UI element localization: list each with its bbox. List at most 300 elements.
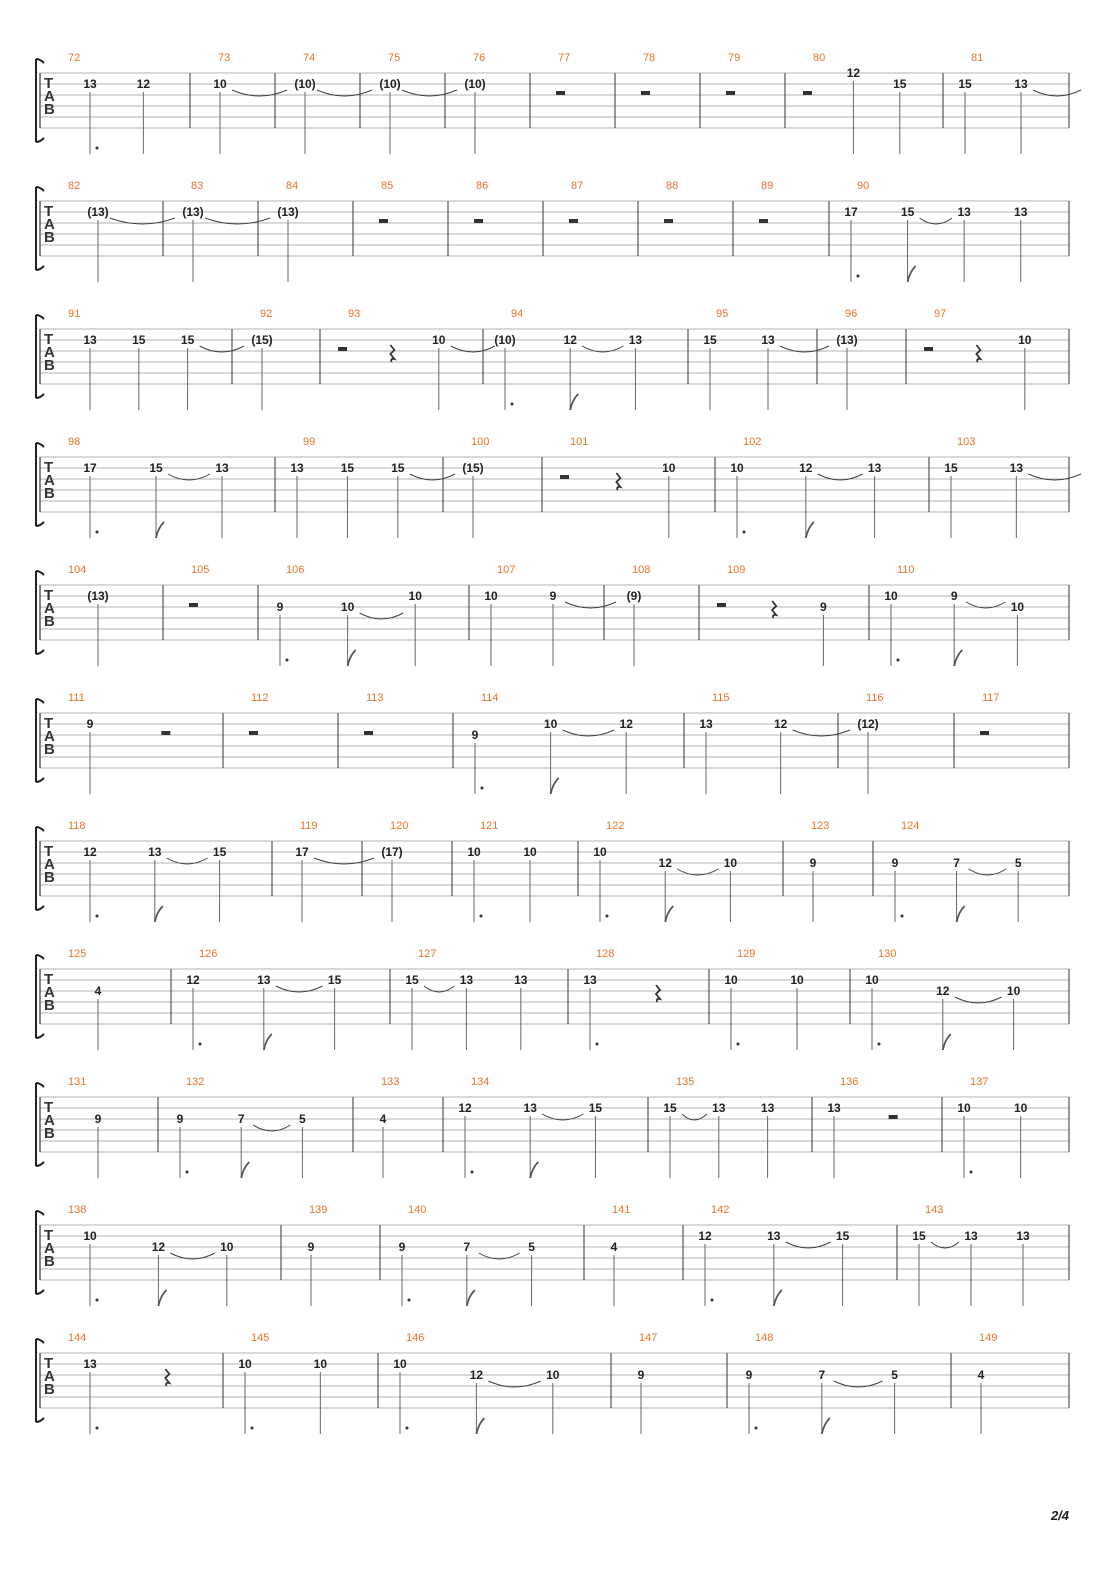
fret-number: 9: [637, 1368, 645, 1382]
measure: [730, 436, 881, 538]
augmentation-dot: [96, 1299, 99, 1302]
eighth-flag: [467, 1290, 475, 1306]
tab-clef-letter: A: [44, 1368, 55, 1385]
measure-number: 78: [643, 52, 656, 64]
fret-number: 10: [546, 1368, 560, 1382]
tab-clef-letter: A: [44, 1112, 55, 1129]
measure: [277, 564, 423, 666]
fret-number: 13: [290, 461, 304, 475]
augmentation-dot: [480, 915, 483, 918]
measure: [583, 948, 660, 1050]
measure-number: 147: [639, 1332, 658, 1344]
fret-number: 15: [327, 973, 342, 987]
fret-number: 10: [1006, 984, 1021, 998]
measure-number: 132: [186, 1076, 205, 1088]
measure: [698, 1204, 849, 1306]
measure-number: 88: [666, 180, 679, 192]
measure: [827, 1076, 897, 1178]
measure-number: 116: [866, 692, 884, 704]
measure-number: 95: [716, 308, 729, 320]
measure-number: 103: [957, 436, 976, 448]
eighth-flag: [155, 906, 163, 922]
fret-number: 12: [658, 856, 672, 870]
tab-system: [36, 1076, 1069, 1178]
fret-number: 9: [820, 600, 827, 614]
augmentation-dot: [711, 1299, 714, 1302]
tab-clef-letter: B: [44, 1381, 55, 1398]
fret-number: 7: [953, 856, 960, 870]
measure-number: 133: [381, 1076, 400, 1088]
eighth-flag: [954, 650, 962, 666]
measure: [892, 820, 1022, 922]
measure: [189, 564, 209, 607]
fret-number: 13: [215, 461, 229, 475]
augmentation-dot: [743, 531, 746, 534]
fret-number: 7: [237, 1112, 245, 1126]
tab-system: [36, 1204, 1069, 1306]
eighth-flag: [957, 906, 965, 922]
half-rest: [364, 731, 373, 735]
measure: [186, 948, 341, 1050]
tab-clef-letter: B: [44, 485, 55, 502]
fret-number: (9): [626, 589, 642, 603]
fret-number: 5: [299, 1112, 306, 1126]
eighth-flag: [530, 1162, 538, 1178]
augmentation-dot: [897, 659, 900, 662]
measure-number: 140: [408, 1204, 427, 1216]
fret-number: 13: [1014, 205, 1028, 219]
measure-number: 87: [571, 180, 584, 192]
eighth-flag: [158, 1290, 166, 1306]
fret-number: 13: [867, 461, 882, 475]
measure: [381, 820, 408, 922]
measure: [249, 692, 269, 735]
measure-number: 82: [68, 180, 81, 192]
measure-number: 144: [68, 1332, 87, 1344]
fret-number: 13: [712, 1101, 726, 1115]
measure: [68, 820, 227, 922]
fret-number: 13: [760, 1101, 775, 1115]
eighth-flag: [156, 522, 164, 538]
fret-number: 12: [563, 333, 577, 347]
fret-number: 10: [724, 973, 738, 987]
measure-number: 113: [366, 692, 384, 704]
tab-clef-letter: T: [44, 715, 54, 732]
half-rest: [379, 219, 388, 223]
tab-clef-letter: A: [44, 600, 55, 617]
fret-number: 12: [936, 984, 950, 998]
measure: [627, 564, 651, 666]
measure: [393, 1332, 559, 1434]
measure-number: 119: [300, 820, 318, 832]
measure: [68, 1332, 169, 1434]
fret-number: (13): [87, 205, 109, 219]
fret-number: 10: [730, 461, 744, 475]
fret-number: 9: [891, 856, 899, 870]
tab-clef-letter: A: [44, 728, 55, 745]
fret-number: 9: [86, 717, 94, 731]
half-rest: [803, 91, 812, 95]
measure-number: 114: [481, 692, 499, 704]
fret-number: 10: [593, 845, 607, 859]
fret-number: 12: [83, 845, 97, 859]
measure-number: 138: [68, 1204, 87, 1216]
eighth-flag: [348, 650, 356, 666]
fret-number: 5: [528, 1240, 535, 1254]
measure: [405, 948, 527, 1050]
fret-number: 12: [846, 66, 861, 80]
measure-number: 130: [878, 948, 897, 960]
measure: [912, 1204, 1030, 1306]
measure-number: 109: [727, 564, 746, 576]
fret-number: 15: [391, 461, 405, 475]
measure: [857, 692, 883, 794]
measure: [68, 1076, 102, 1178]
fret-number: 13: [767, 1229, 781, 1243]
measure-number: 96: [845, 308, 858, 320]
measure: [746, 1332, 899, 1434]
measure-number: 80: [813, 52, 826, 64]
fret-number: (17): [381, 845, 403, 859]
half-rest: [161, 731, 170, 735]
page-number: 2/4: [1050, 1508, 1070, 1523]
measure: [980, 692, 1000, 735]
tab-clef-letter: T: [44, 971, 54, 988]
augmentation-dot: [286, 659, 289, 662]
measure-number: 106: [286, 564, 305, 576]
fret-number: 13: [83, 77, 97, 91]
measure: [182, 180, 270, 282]
fret-number: 9: [471, 728, 479, 742]
measure: [68, 564, 109, 666]
fret-number: 13: [827, 1101, 841, 1115]
measure: [474, 180, 488, 223]
fret-number: 15: [835, 1229, 850, 1243]
fret-number: 9: [176, 1112, 184, 1126]
measure: [560, 436, 676, 538]
tab-system: [36, 308, 1069, 410]
measure-number: 90: [857, 180, 870, 192]
fret-number: 4: [977, 1368, 985, 1382]
measure-number: 121: [480, 820, 499, 832]
fret-number: 9: [307, 1240, 315, 1254]
measure-number: 89: [761, 180, 774, 192]
measure: [569, 180, 583, 223]
measure-number: 100: [471, 436, 490, 448]
fret-number: 9: [398, 1240, 406, 1254]
fret-number: 10: [340, 600, 355, 614]
fret-number: (13): [836, 333, 858, 347]
measure-number: 131: [68, 1076, 87, 1088]
measure-number: 127: [418, 948, 437, 960]
measure-number: 73: [218, 52, 231, 64]
fret-number: 10: [238, 1357, 252, 1371]
tab-clef-letter: A: [44, 344, 55, 361]
tab-clef-letter: A: [44, 1240, 55, 1257]
tab-system: [36, 180, 1069, 282]
fret-number: 10: [467, 845, 481, 859]
tab-clef-letter: A: [44, 984, 55, 1001]
measure: [664, 180, 678, 223]
fret-number: 13: [583, 973, 597, 987]
fret-number: 13: [257, 973, 271, 987]
measure: [68, 1204, 234, 1306]
fret-number: (12): [857, 717, 879, 731]
fret-number: 15: [703, 333, 717, 347]
fret-number: 13: [699, 717, 713, 731]
measure-number: 149: [979, 1332, 998, 1344]
tab-clef-letter: T: [44, 75, 54, 92]
eighth-flag: [241, 1162, 249, 1178]
fret-number: 7: [818, 1368, 826, 1382]
measure: [958, 52, 1081, 154]
fret-number: 10: [1010, 600, 1025, 614]
fret-number: 12: [619, 717, 633, 731]
measure: [251, 308, 272, 410]
tab-system: [36, 1332, 1069, 1434]
quarter-rest: [616, 473, 620, 490]
half-rest: [556, 91, 565, 95]
fret-number: (13): [182, 205, 204, 219]
measure-number: 77: [558, 52, 571, 64]
fret-number: 9: [276, 600, 284, 614]
fret-number: 12: [773, 717, 788, 731]
augmentation-dot: [96, 147, 99, 150]
half-rest: [664, 219, 673, 223]
tab-system: [36, 564, 1069, 666]
measure-number: 142: [711, 1204, 730, 1216]
fret-number: 4: [379, 1112, 387, 1126]
fret-number: (15): [462, 461, 484, 475]
half-rest: [924, 347, 933, 351]
measure-number: 74: [303, 52, 316, 64]
measure: [924, 308, 1032, 410]
measure: [484, 564, 616, 666]
augmentation-dot: [96, 531, 99, 534]
quarter-rest: [772, 601, 776, 618]
measure-number: 94: [511, 308, 524, 320]
tab-clef-letter: B: [44, 1125, 55, 1142]
tab-clef-letter: B: [44, 613, 55, 630]
fret-number: 13: [1014, 77, 1028, 91]
tab-clef-letter: B: [44, 741, 55, 758]
measure-number: 115: [712, 692, 730, 704]
measure-number: 145: [251, 1332, 270, 1344]
tab-system: [36, 692, 1069, 794]
fret-number: 10: [313, 1357, 328, 1371]
measure-number: 97: [934, 308, 947, 320]
fret-number: 13: [628, 333, 643, 347]
fret-number: 10: [83, 1229, 97, 1243]
fret-number: 12: [469, 1368, 484, 1382]
fret-number: 10: [1013, 1101, 1028, 1115]
measure: [68, 52, 150, 154]
measure-number: 128: [596, 948, 615, 960]
measure: [978, 1332, 998, 1434]
measure-number: 111: [68, 692, 85, 704]
measure-number: 110: [897, 564, 915, 576]
tab-system: [36, 948, 1069, 1050]
measure-number: 129: [737, 948, 756, 960]
measure-number: 92: [260, 308, 273, 320]
measure: [836, 308, 857, 410]
tab-system: [36, 52, 1081, 154]
augmentation-dot: [481, 787, 484, 790]
measure: [884, 564, 1024, 666]
measure-number: 120: [390, 820, 409, 832]
augmentation-dot: [406, 1427, 409, 1430]
fret-number: 13: [459, 973, 474, 987]
measure-number: 146: [406, 1332, 425, 1344]
quarter-rest: [390, 345, 394, 362]
fret-number: 15: [893, 77, 907, 91]
measure-number: 72: [68, 52, 81, 64]
measure: [238, 1332, 327, 1434]
fret-number: 5: [891, 1368, 898, 1382]
measure-number: 107: [497, 564, 516, 576]
fret-number: 15: [180, 333, 195, 347]
augmentation-dot: [408, 1299, 411, 1302]
measure-number: 91: [68, 308, 81, 320]
augmentation-dot: [96, 1427, 99, 1430]
measure-number: 117: [982, 692, 1000, 704]
measure: [379, 180, 393, 223]
measure-number: 81: [971, 52, 984, 64]
fret-number: 12: [799, 461, 813, 475]
measure: [68, 948, 102, 1050]
fret-number: 10: [408, 589, 422, 603]
tab-clef-letter: T: [44, 459, 54, 476]
measure: [338, 308, 495, 410]
tab-clef-letter: B: [44, 357, 55, 374]
measure: [641, 52, 655, 95]
fret-number: 17: [295, 845, 309, 859]
augmentation-dot: [471, 1171, 474, 1174]
measure: [467, 820, 537, 922]
fret-number: 10: [220, 1240, 234, 1254]
measure: [699, 692, 850, 794]
half-rest: [759, 219, 768, 223]
fret-number: 10: [723, 856, 738, 870]
measure-number: 99: [303, 436, 316, 448]
augmentation-dot: [606, 915, 609, 918]
fret-number: 10: [432, 333, 446, 347]
measure-number: 136: [840, 1076, 859, 1088]
tab-clef-letter: B: [44, 997, 55, 1014]
fret-number: 13: [148, 845, 162, 859]
half-rest: [249, 731, 258, 735]
fret-number: 15: [212, 845, 227, 859]
half-rest: [980, 731, 989, 735]
augmentation-dot: [186, 1171, 189, 1174]
measure: [726, 52, 740, 95]
augmentation-dot: [511, 403, 514, 406]
fret-number: 15: [340, 461, 355, 475]
fret-number: 10: [393, 1357, 407, 1371]
fret-number: 5: [1014, 856, 1022, 870]
measure-number: 105: [191, 564, 210, 576]
measure: [494, 308, 642, 410]
measure: [380, 1076, 400, 1178]
measure: [472, 692, 634, 794]
half-rest: [560, 475, 569, 479]
measure: [177, 1076, 306, 1178]
half-rest: [726, 91, 735, 95]
eighth-flag: [806, 522, 814, 538]
measure: [462, 436, 489, 538]
measure-number: 137: [970, 1076, 989, 1088]
fret-number: 17: [844, 205, 858, 219]
half-rest: [189, 603, 198, 607]
eighth-flag: [665, 906, 673, 922]
measure: [556, 52, 570, 95]
tab-clef-letter: B: [44, 101, 55, 118]
fret-number: 9: [809, 856, 817, 870]
measure: [593, 820, 737, 922]
augmentation-dot: [878, 1043, 881, 1046]
measure-number: 108: [632, 564, 651, 576]
measure: [458, 1076, 602, 1178]
fret-number: 4: [610, 1240, 618, 1254]
fret-number: 15: [405, 973, 419, 987]
measure: [944, 436, 1081, 538]
tab-system: [36, 820, 1069, 922]
fret-number: 17: [83, 461, 97, 475]
tab-clef-letter: A: [44, 856, 55, 873]
measure: [717, 564, 827, 666]
measure-number: 79: [728, 52, 741, 64]
fret-number: 12: [186, 973, 200, 987]
fret-number: 13: [761, 333, 775, 347]
fret-number: 15: [958, 77, 972, 91]
measure-number: 98: [68, 436, 81, 448]
tab-clef-letter: T: [44, 843, 54, 860]
fret-number: 10: [484, 589, 498, 603]
half-rest: [474, 219, 483, 223]
measure: [277, 180, 298, 282]
measure: [308, 1204, 328, 1306]
measure-number: 124: [901, 820, 920, 832]
tab-clef-letter: T: [44, 1099, 54, 1116]
measure-number: 84: [286, 180, 299, 192]
measure: [611, 1204, 631, 1306]
measure-number: 122: [606, 820, 625, 832]
tab-clef-letter: A: [44, 216, 55, 233]
fret-number: (10): [294, 77, 316, 91]
measure: [638, 1332, 658, 1434]
tab-clef-letter: T: [44, 587, 54, 604]
measure-number: 83: [191, 180, 204, 192]
fret-number: (13): [87, 589, 109, 603]
fret-number: (10): [494, 333, 516, 347]
measure-number: 75: [388, 52, 401, 64]
measure: [290, 436, 455, 538]
fret-number: 15: [663, 1101, 677, 1115]
fret-number: 7: [463, 1240, 471, 1254]
augmentation-dot: [901, 915, 904, 918]
fret-number: 10: [884, 589, 898, 603]
measure: [464, 52, 485, 154]
measure-number: 123: [811, 820, 830, 832]
measure-number: 139: [309, 1204, 328, 1216]
augmentation-dot: [251, 1427, 254, 1430]
fret-number: 12: [136, 77, 151, 91]
measure-number: 85: [381, 180, 394, 192]
measure: [803, 52, 907, 154]
eighth-flag: [570, 394, 578, 410]
half-rest: [889, 1115, 898, 1119]
fret-number: (15): [251, 333, 273, 347]
